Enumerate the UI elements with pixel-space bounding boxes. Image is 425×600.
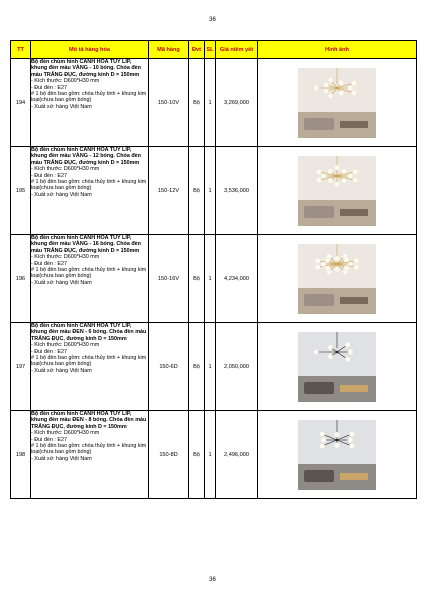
spec-size: - Kích thước: D600*H30 mm — [31, 166, 100, 173]
product-price: 3,269,000 — [216, 59, 258, 147]
product-unit: Bộ — [189, 323, 205, 411]
spec-size: - Kích thước: D600*H30 mm — [31, 430, 100, 437]
spec-size: - Kích thước: D600*H30 mm — [31, 342, 100, 349]
table-row — [11, 235, 417, 323]
header-code: Mã hàng — [149, 41, 189, 59]
header-description: Mô tả hàng hóa — [31, 41, 149, 59]
product-title: Bộ đèn chùm hình CÀNH HOA TUY LIP, khung đèn màu VÀNG - 12 bóng. Chóa đèn màu TRẮNG ĐỤC, đường kính D = 150mm — [31, 147, 141, 166]
product-title: Bộ đèn chùm hình CÀNH HOA TUY LIP, khung đèn màu ĐEN - 6 bóng. Chóa đèn màu TRẮNG ĐỤC, đường kính D = 150mm — [31, 323, 147, 342]
product-code: 150-8D — [149, 411, 189, 499]
product-table — [10, 40, 417, 499]
page-number-top: 36 — [209, 17, 216, 23]
row-number: 194 — [11, 59, 31, 147]
spec-includes: # 1 bộ đèn bao gồm: chóa thủy tinh + khung kim loại(chưa bao gồm bóng) — [31, 443, 147, 456]
spec-includes: # 1 bộ đèn bao gồm: chóa thủy tinh + khung kim loại(chưa bao gồm bóng) — [31, 355, 147, 368]
product-description — [31, 411, 149, 499]
product-qty: 1 — [205, 59, 216, 147]
page-number-bottom: 36 — [209, 577, 216, 583]
spec-size: - Kích thước: D600*H30 mm — [31, 78, 100, 85]
spec-socket: - Đui đèn : E27 — [31, 84, 67, 91]
product-description — [31, 59, 149, 147]
product-code: 150-6D — [149, 323, 189, 411]
table-row — [11, 147, 417, 235]
chandelier-image — [298, 420, 376, 490]
table-row — [11, 323, 417, 411]
table-row — [11, 411, 417, 499]
header-image: Hình ảnh — [258, 41, 417, 59]
chandelier-image — [298, 156, 376, 226]
product-unit: Bộ — [189, 411, 205, 499]
spec-socket: - Đui đèn : E27 — [31, 172, 67, 179]
product-code: 150-12V — [149, 147, 189, 235]
row-number: 197 — [11, 323, 31, 411]
product-image-cell — [258, 147, 417, 235]
spec-origin: - Xuất xứ: hàng Việt Nam — [31, 455, 92, 462]
row-number: 198 — [11, 411, 31, 499]
product-price: 3,536,000 — [216, 147, 258, 235]
header-tt: TT — [11, 41, 31, 59]
product-description — [31, 147, 149, 235]
spec-size: - Kích thước: D600*H30 mm — [31, 254, 100, 261]
product-image-cell — [258, 411, 417, 499]
spec-socket: - Đui đèn : E27 — [31, 348, 67, 355]
product-title: Bộ đèn chùm hình CÀNH HOA TUY LIP, khung đèn màu VÀNG - 16 bóng. Chóa đèn màu TRẮNG ĐỤC, đường kính D = 150mm — [31, 235, 141, 254]
chandelier-image — [298, 332, 376, 402]
product-image-cell — [258, 59, 417, 147]
chandelier-image — [298, 244, 376, 314]
product-price: 4,234,000 — [216, 235, 258, 323]
product-code: 150-10V — [149, 59, 189, 147]
table-row — [11, 59, 417, 147]
spec-includes: # 1 bộ đèn bao gồm: chóa thủy tinh + khung kim loại(chưa bao gồm bóng) — [31, 267, 147, 280]
chandelier-image — [298, 68, 376, 138]
spec-origin: - Xuất xứ: hàng Việt Nam — [31, 367, 92, 374]
spec-origin: - Xuất xứ: hàng Việt Nam — [31, 191, 92, 198]
product-title: Bộ đèn chùm hình CÀNH HOA TUY LIP, khung đèn màu VÀNG - 10 bóng. Chóa đèn màu TRẮNG ĐỤC, đường kính D = 150mm — [31, 59, 141, 78]
product-code: 150-16V — [149, 235, 189, 323]
product-qty: 1 — [205, 323, 216, 411]
product-unit: Bộ — [189, 59, 205, 147]
row-number: 196 — [11, 235, 31, 323]
spec-origin: - Xuất xứ: hàng Việt Nam — [31, 279, 92, 286]
table-header-row — [11, 41, 417, 59]
product-description — [31, 323, 149, 411]
product-unit: Bộ — [189, 235, 205, 323]
spec-includes: # 1 bộ đèn bao gồm: chóa thủy tinh + khung kim loại(chưa bao gồm bóng) — [31, 179, 147, 192]
product-unit: Bộ — [189, 147, 205, 235]
row-number: 195 — [11, 147, 31, 235]
header-price: Giá niêm yết — [216, 41, 258, 59]
product-qty: 1 — [205, 411, 216, 499]
product-description — [31, 235, 149, 323]
product-image-cell — [258, 323, 417, 411]
product-price: 2,050,000 — [216, 323, 258, 411]
header-unit: Đvt — [189, 41, 205, 59]
product-qty: 1 — [205, 147, 216, 235]
product-qty: 1 — [205, 235, 216, 323]
spec-socket: - Đui đèn : E27 — [31, 436, 67, 443]
spec-socket: - Đui đèn : E27 — [31, 260, 67, 267]
spec-origin: - Xuất xứ: hàng Việt Nam — [31, 103, 92, 110]
header-qty: SL — [205, 41, 216, 59]
spec-includes: # 1 bộ đèn bao gồm: chóa thủy tinh + khung kim loại(chưa bao gồm bóng) — [31, 91, 147, 104]
product-image-cell — [258, 235, 417, 323]
product-price: 2,496,000 — [216, 411, 258, 499]
product-title: Bộ đèn chùm hình CÀNH HOA TUY LIP, khung đèn màu ĐEN - 8 bóng. Chóa đèn màu TRẮNG ĐỤC, đường kính D = 150mm — [31, 411, 147, 430]
